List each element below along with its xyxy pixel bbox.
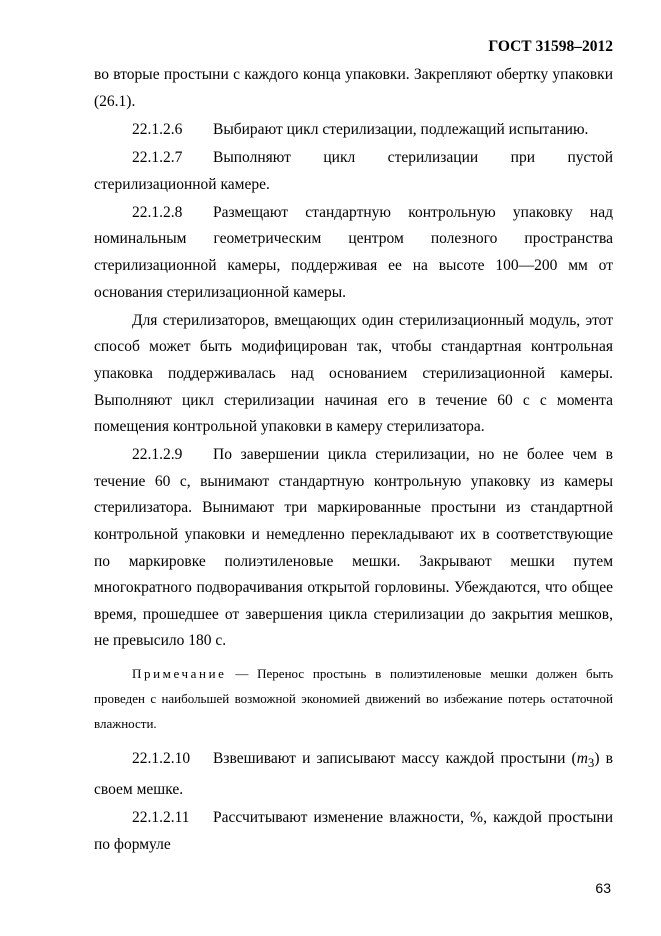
clause-22-1-2-9 (94, 442, 613, 655)
note-text: — Перенос простынь в полиэтиленовые мешки должен быть проведен с наибольшей возможной экономией движений во избежание потерь остаточной влажности. (94, 666, 613, 732)
clause-number: 22.1.2.8 (132, 203, 183, 221)
document-body (94, 62, 613, 860)
page-number: 63 (595, 880, 611, 896)
clause-22-1-2-11 (94, 805, 613, 858)
note-label: Примечание (132, 666, 227, 682)
clause-text: Размещают стандартную контрольную упаковку над номинальным геометрическим центром полезного пространства стерилизационной камеры, поддерживая ее на высоте 100—200 мм от основания стерилизационной камеры. (94, 203, 613, 301)
clause-text-after: ) в своем мешке. (94, 750, 613, 798)
clause-number: 22.1.2.11 (132, 808, 190, 826)
clause-number: 22.1.2.6 (132, 120, 183, 138)
clause-text: Рассчитывают изменение влажности, %, каждой простыни по формуле (94, 808, 613, 853)
clause-number: 22.1.2.7 (132, 148, 183, 166)
formula-subscript: 3 (587, 755, 595, 771)
clause-22-1-2-8 (94, 200, 613, 306)
paragraph-modification: Для стерилизаторов, вмещающих один стерилизационный модуль, этот способ может быть модифицирован так, чтобы стандартная контрольная упаковка поддерживалась над основанием стерилизационной камеры. Выполняют цикл стерилизации начиная его в течение 60 с с момента помещения контрольной упаковки в камеру стерилизатора. (94, 311, 613, 436)
note (94, 661, 613, 736)
clause-22-1-2-6 (94, 117, 613, 144)
clause-22-1-2-10 (94, 746, 613, 803)
clause-text: По завершении цикла стерилизации, но не более чем в течение 60 с, вынимают стандартную контрольную упаковку из камеры стерилизатора. Вынимают три маркированные простыни из стандартной контрольной упаковки и немедленно перекладывают их в соответствующие по маркировке полиэтиленовые мешки. Закрывают мешки путем многократного подворачивания открытой горловины. Убеждаются, что общее время, прошедшее от завершения цикла стерилизации до закрытия мешков, не превысило 180 с. (94, 446, 613, 650)
clause-number: 22.1.2.10 (132, 750, 191, 768)
clause-text: Выполняют цикл стерилизации при пустой стерилизационной камере. (94, 148, 613, 193)
clause-text-before: Взвешивают и записывают массу каждой простыни ( (213, 750, 577, 768)
document-header: ГОСТ 31598–2012 (488, 38, 613, 55)
formula-variable: m (576, 750, 588, 768)
paragraph-continuation: во вторые простыни с каждого конца упаковки. Закрепляют обертку упаковки (26.1). (94, 66, 613, 110)
clause-22-1-2-7 (94, 145, 613, 198)
clause-number: 22.1.2.9 (132, 446, 183, 464)
clause-text: Выбирают цикл стерилизации, подлежащий испытанию. (213, 120, 589, 138)
